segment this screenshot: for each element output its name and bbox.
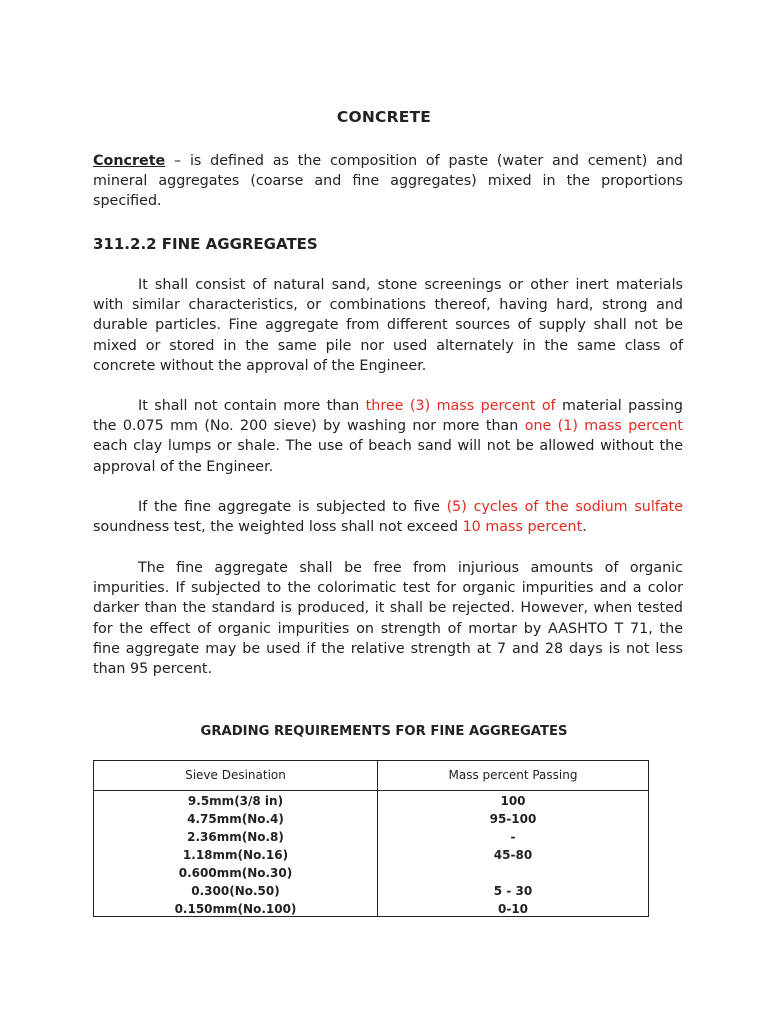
table-cell-mass-percent	[378, 864, 648, 882]
highlight-three-mass-percent: three (3) mass percent of	[365, 398, 556, 414]
table-header-mass-percent: Mass percent Passing	[448, 768, 578, 782]
definition-text: – is defined as the composition of paste (water and cement) and mineral aggregates (coarse and fine aggregates) mixed in the proportions specified.	[93, 153, 683, 210]
table-cell-sieve: 4.75mm(No.4)	[187, 812, 284, 826]
highlight-ten-mass-percent: 10 mass percent	[462, 519, 583, 536]
mass-percent-column	[378, 792, 648, 918]
sieve-column	[94, 792, 377, 918]
table-cell-mass-percent: 100	[500, 794, 526, 808]
table-cell-sieve: 1.18mm(No.16)	[182, 848, 289, 862]
table-cell-sieve: 0.300(No.50)	[191, 884, 280, 898]
highlight-sodium-sulfate-cycles: (5) cycles of the sodium sulfate	[446, 499, 684, 515]
paragraph-soundness-test: If the fine aggregate is subjected to five (5) cycles of the sodium sulfate soundness test, the weighted loss shall not exceed 10 mass percent.	[93, 499, 684, 536]
table-cell-mass-percent: -	[510, 830, 516, 844]
section-heading: 311.2.2 FINE AGGREGATES	[93, 235, 318, 253]
table-cell-mass-percent: 0-10	[497, 902, 529, 916]
table-cell-sieve: 0.150mm(No.100)	[174, 902, 297, 916]
definition-paragraph	[93, 151, 683, 212]
grading-table	[93, 760, 649, 917]
document-title: CONCRETE	[336, 108, 432, 126]
paragraph-organic-impurities: The fine aggregate shall be free from injurious amounts of organic impurities. If subjected to the colorimatic test for organic impurities and a color darker than the standard is produced, it shall be rejected. However, when tested for the effect of organic impurities on strength of mortar by AASHTO T 71, the fine aggregate may be used if the relative strength at 7 and 28 days is not less than 95 percent.	[93, 560, 683, 678]
paragraph-natural-sand: It shall consist of natural sand, stone screenings or other inert materials with similar characteristics, or combinations thereof, having hard, strong and durable particles. Fine aggregate from different sources of supply shall not be mixed or stored in the same pile nor used alternately in the same class of concrete without the approval of the Engineer.	[93, 277, 683, 374]
paragraph-passing-limit: It shall not contain more than three (3) mass percent of material passing the 0.075 mm (No. 200 sieve) by washing nor more than one (1) mass percent each clay lumps or shale. The use of beach sand will not be allowed without the approval of the Engineer.	[93, 398, 683, 475]
table-cell-mass-percent: 95-100	[489, 812, 537, 826]
table-cell-mass-percent: 45-80	[493, 848, 533, 862]
table-cell-mass-percent: 5 - 30	[493, 884, 533, 898]
highlight-one-mass-percent: one (1) mass percent	[524, 418, 683, 435]
definition-term: Concrete	[93, 153, 166, 169]
table-cell-sieve: 2.36mm(No.8)	[187, 830, 284, 844]
table-cell-sieve: 9.5mm(3/8 in)	[187, 794, 284, 808]
table-title: GRADING REQUIREMENTS FOR FINE AGGREGATES	[200, 724, 568, 739]
table-header-sieve: Sieve Desination	[185, 768, 286, 782]
table-cell-sieve: 0.600mm(No.30)	[178, 866, 293, 880]
